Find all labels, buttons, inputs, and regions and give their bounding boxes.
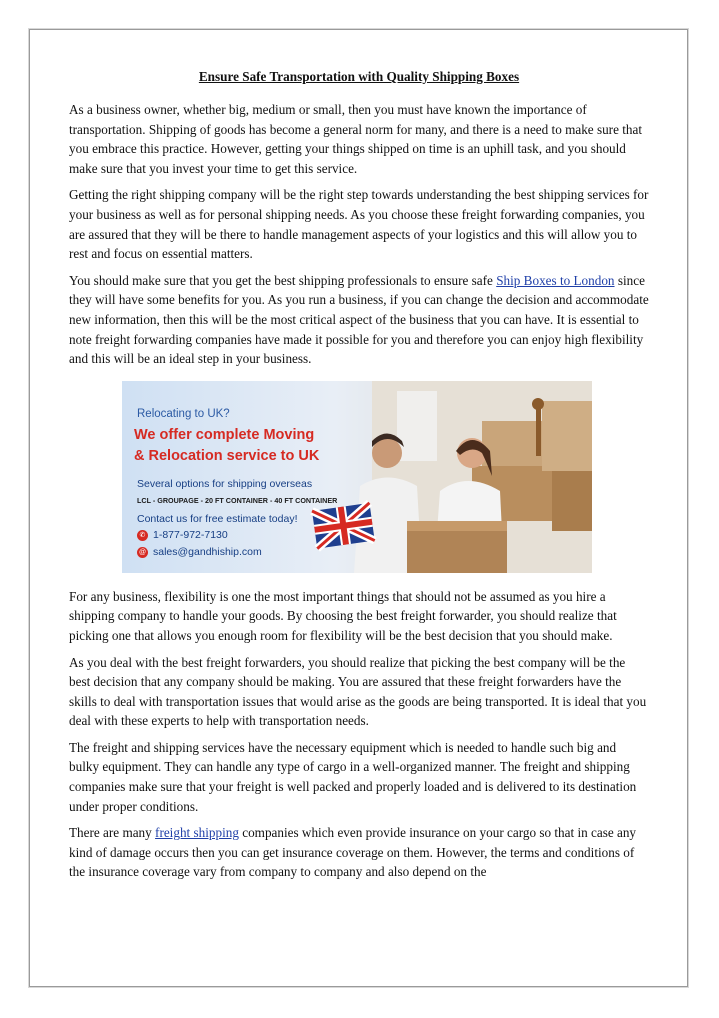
ship-boxes-link[interactable]: Ship Boxes to London: [496, 272, 615, 288]
paragraph-2: Getting the right shipping company will be the right step towards understanding the best shipping services for your business as well as for personal shipping needs. As you choose these freight forwarding companies, you are assured that they will be there to handle management aspects of your logistics and this will allow you to rest and focus on essential matters.: [69, 187, 649, 262]
phone-icon: ✆: [137, 530, 148, 541]
email-icon: @: [138, 549, 147, 557]
banner-email: [137, 543, 262, 563]
paragraph-3: [69, 271, 649, 369]
document-body: [69, 68, 649, 889]
banner-headline-2: & Relocation service to UK: [134, 447, 320, 464]
banner-headline-1: We offer complete Moving: [134, 426, 315, 443]
paragraph-7-lead: There are many: [69, 825, 156, 841]
banner-container-options: LCL - GROUPAGE - 20 FT CONTAINER - 40 FT CONTAINER: [137, 495, 338, 505]
paragraph-7: [69, 823, 649, 882]
paragraph-7-tail: companies which even provide insurance on your cargo so that in case any kind of damage occurs then you can get insurance coverage on them. However, the terms and conditions of the insurance coverage vary from company to company and also depend on the: [69, 825, 637, 880]
banner-relocating: Relocating to UK?: [137, 407, 230, 420]
banner-email-address: sales@gandhiship.com: [153, 545, 262, 558]
banner-contact: Contact us for free estimate today!: [137, 512, 298, 525]
freight-shipping-link[interactable]: freight shipping: [155, 825, 239, 841]
paragraph-5: As you deal with the best freight forwarders, you should realize that picking the best company will be the best decision that any company should be making. You are assured that these freight forwarders have the skills to deal with transportation issues that would arise as the goods are being transported. It is ideal that you deal with these experts to help with transportation needs.: [69, 654, 647, 729]
page-title: Ensure Safe Transportation with Quality Shipping Boxes: [198, 69, 520, 84]
paragraph-4: For any business, flexibility is one the most important things that should not be assumed as you hire a shipping company to handle your goods. By choosing the best freight forwarder, you should realize that picking one that allows you enough room for flexibility will be the best decision that you should make.: [69, 588, 617, 643]
paragraph-3-tail: since they will have some benefits for you. As you run a business, if you can change the decision and accommodate new information, then this will be the most critical aspect of the business that you can have. It is essential to note freight forwarding companies have made it possible for you and therefore you can enjoy high flexibility and this will be an ideal step in your business.: [69, 272, 649, 367]
paragraph-1: As a business owner, whether big, medium or small, then you must have known the importance of transportation. Shipping of goods has become a general norm for many, and there is a need to make sure that you embrace this practice. However, getting your things shipped on time is an uphill task, and you should make sure that you invest your time to get this service.: [69, 102, 642, 176]
banner-shipping-options: Several options for shipping overseas: [137, 477, 313, 490]
paragraph-6: The freight and shipping services have the necessary equipment which is needed to handle such big and bulky equipment. They can handle any type of cargo in a well-organized manner. The freight and shipping companies make sure that your freight is well packed and properly loaded and is delivered to its destination under proper conditions.: [69, 739, 637, 814]
paragraph-3-lead: You should make sure that you get the best shipping professionals to ensure safe: [69, 272, 497, 288]
banner-phone-number: 1-877-972-7130: [153, 528, 228, 541]
promo-banner: [122, 381, 592, 573]
